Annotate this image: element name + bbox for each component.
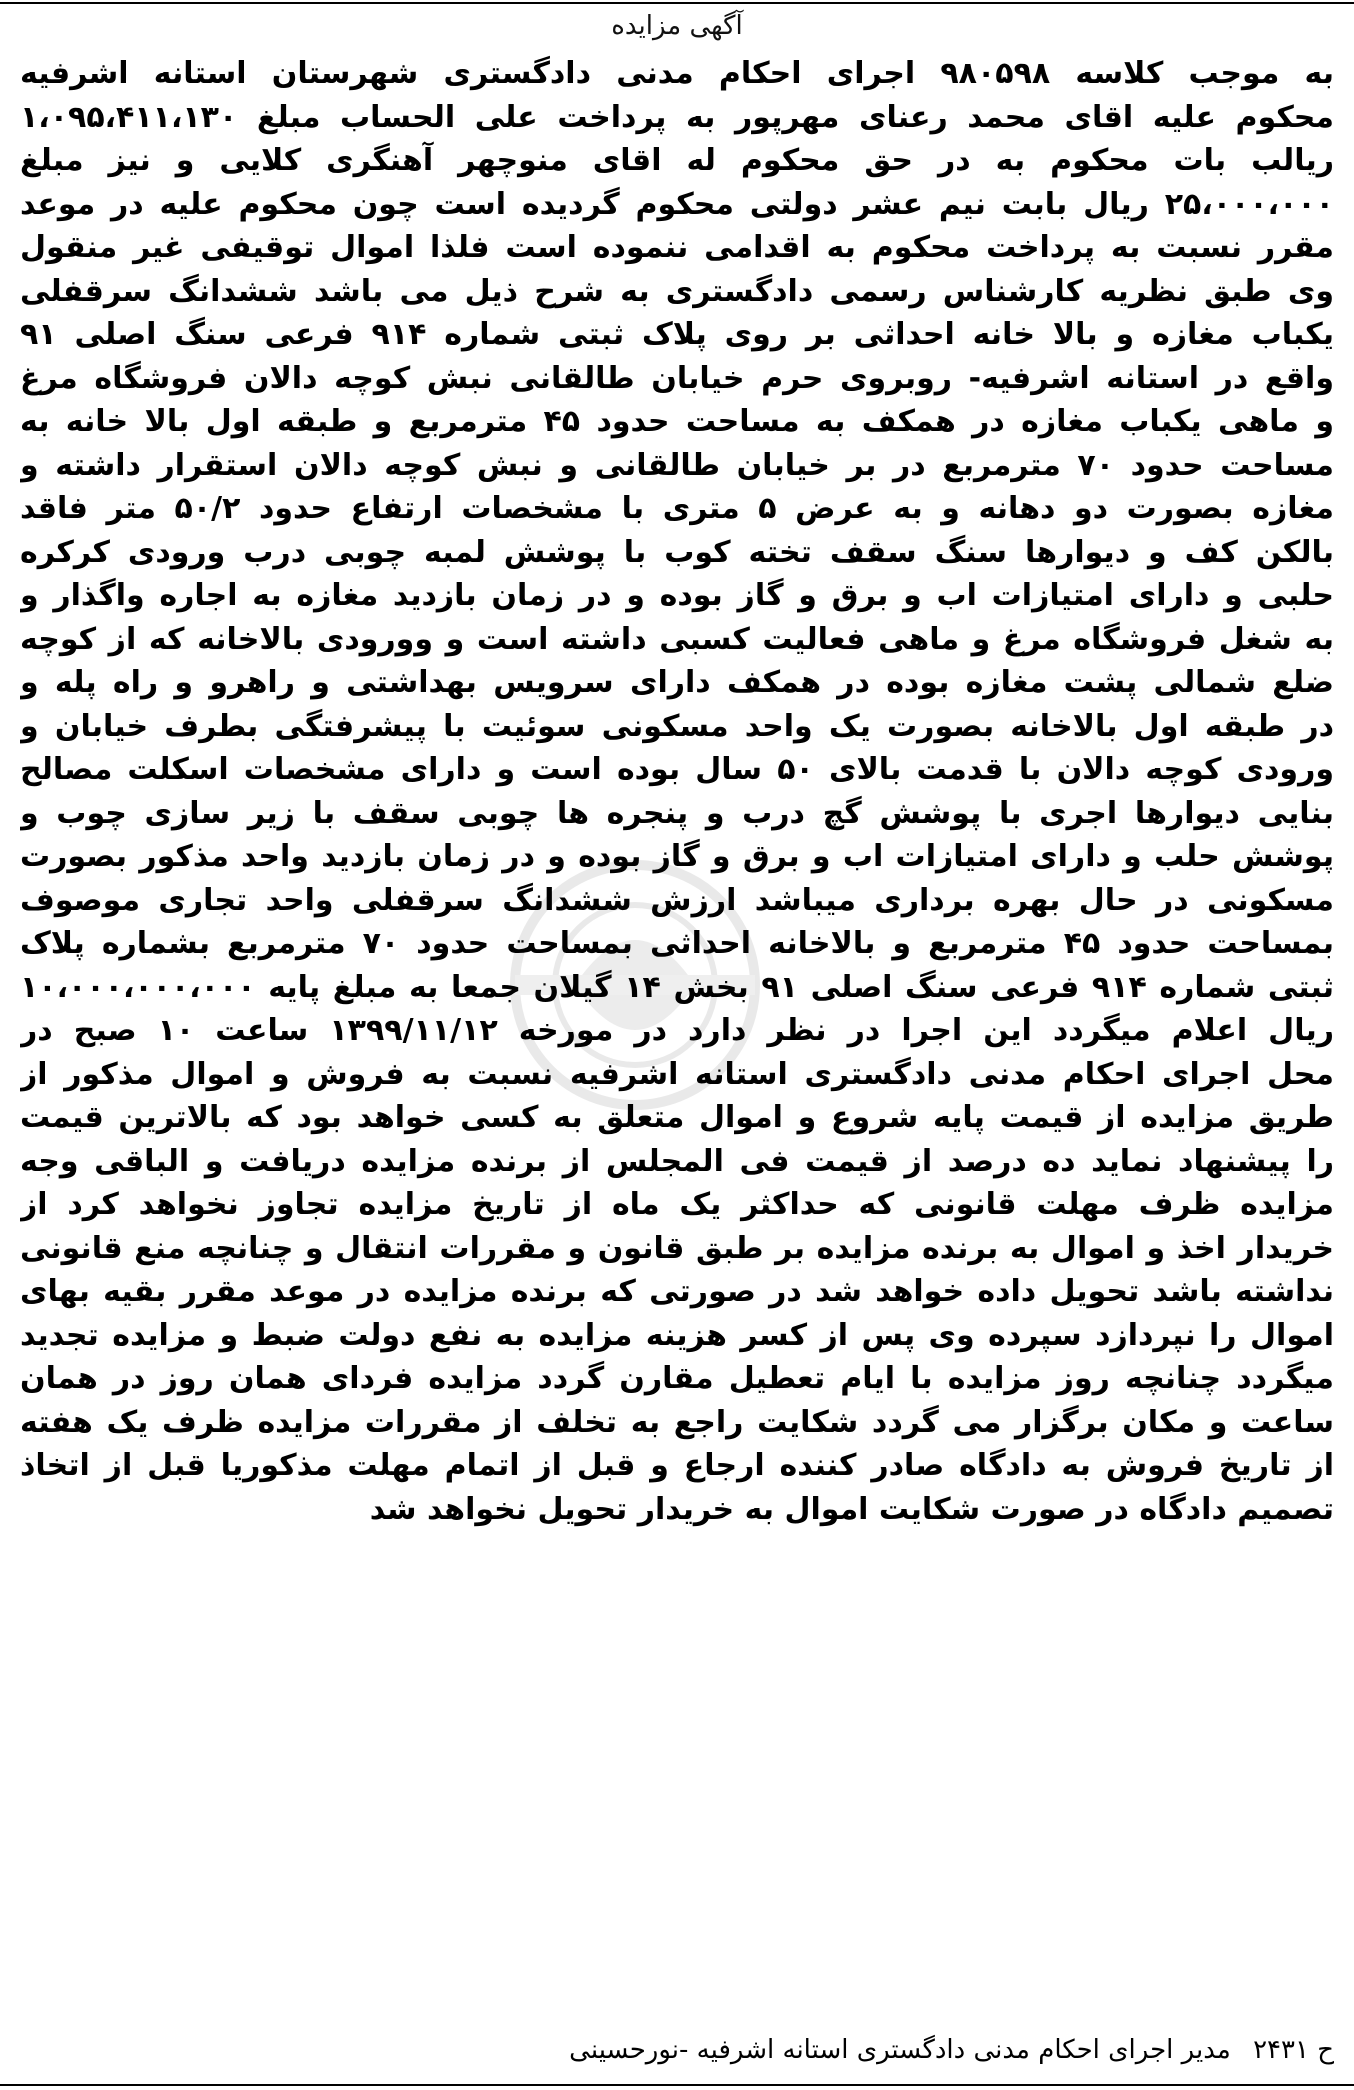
body-line: میگردد چنانچه روز مزایده با ایام تعطیل مقارن گردد مزایده فردای همان روز در همان — [20, 1361, 1334, 1396]
body-line: تصمیم دادگاه در صورت شکایت اموال به خریدار تحویل نخواهد شد — [369, 1491, 1334, 1527]
body-line: به شغل فروشگاه مرغ و ماهی فعالیت کسبی داشته است و وورودی بالاخانه که از کوچه — [20, 621, 1334, 657]
body-line: ریال اعلام میگردد این اجرا در نظر دارد در مورخه ۱۳۹۹/۱۱/۱۲ ساعت ۱۰ صبح در — [20, 1013, 1334, 1048]
body-line: مسکونی در حال بهره برداری میباشد ارزش ششدانگ سرقفلی واحد تجاری موصوف — [20, 882, 1334, 918]
body-line: پوشش حلب و دارای امتیازات اب و برق و گاز بوده و در زمان بازدید واحد مذکور بصورت — [20, 839, 1334, 874]
notice-body — [20, 52, 1334, 1531]
body-line: نداشته باشد تحویل داده خواهد شد در صورتی که برنده مزایده در موعد مقرر بقیه بهای — [20, 1274, 1334, 1309]
body-line: محکوم علیه اقای محمد رعنای مهرپور به پرداخت علی الحساب مبلغ ۱،۰۹۵،۴۱۱،۱۳۰ — [20, 99, 1334, 135]
body-line: به موجب کلاسه ۹۸۰۵۹۸ اجرای احکام مدنی دادگستری شهرستان استانه اشرفیه — [20, 56, 1334, 91]
body-line: طریق مزایده از قیمت پایه شروع و اموال متعلق به کسی خواهد بود که بالاترین قیمت — [20, 1100, 1334, 1135]
body-line: حلبی و دارای امتیازات اب و برق و گاز بوده و در زمان بازدید مغازه به اجاره واگذار و — [20, 578, 1334, 613]
body-line: اموال را نپردازد سپرده وی پس از کسر هزینه مزایده به نفع دولت ضبط و مزایده تجدید — [20, 1317, 1334, 1353]
signature-line: مدیر اجرای احکام مدنی دادگستری استانه اشرفیه -نورحسینی — [569, 2035, 1231, 2065]
body-line: مغازه بصورت دو دهانه و به عرض ۵ متری با مشخصات ارتفاع حدود ۵۰/۲ متر فاقد — [20, 491, 1334, 526]
body-line: مقرر نسبت به پرداخت محکوم به اقدامی ننموده است فلذا اموال توقیفی غیر منقول — [20, 230, 1334, 265]
body-line: ورودی کوچه دالان با قدمت بالای ۵۰ سال بوده است و دارای مشخصات اسکلت مصالح — [20, 752, 1334, 787]
body-line: بنایی دیوارها اجری با پوشش گچ درب و پنجره ها چوبی سقف با زیر سازی چوب و — [20, 795, 1334, 831]
body-line: ثبتی شماره ۹۱۴ فرعی سنگ اصلی ۹۱ بخش ۱۴ گیلان جمعا به مبلغ پایه ۱۰،۰۰۰،۰۰۰،۰۰۰ — [20, 969, 1334, 1005]
body-line: بالکن کف و دیوارها سنگ سقف تخته کوب با پوشش لمبه چوبی درب ورودی کرکره — [20, 534, 1334, 570]
body-line: ریالب بات محکوم به در حق محکوم له اقای منوچهر آهنگری کلایی و نیز مبلغ — [20, 143, 1334, 178]
body-line: از تاریخ فروش به دادگاه صادر کننده ارجاع و قبل از اتمام مهلت مذکوریا قبل از اتخاذ — [20, 1448, 1334, 1483]
body-line: واقع در استانه اشرفیه- روبروی حرم خیابان طالقانی نبش کوچه دالان فروشگاه مرغ — [20, 360, 1334, 396]
body-line: مساحت حدود ۷۰ مترمربع در بر خیابان طالقانی و نبش کوچه دالان استقرار داشته و — [20, 447, 1334, 483]
body-line: یکباب مغازه و بالا خانه احداثی بر روی پلاک ثبتی شماره ۹۱۴ فرعی سنگ اصلی ۹۱ — [20, 317, 1334, 352]
notice-code: ح ۲۴۳۱ — [1253, 2035, 1334, 2065]
body-line: بمساحت حدود ۴۵ مترمربع و بالاخانه احداثی بمساحت حدود ۷۰ مترمربع بشماره پلاک — [20, 926, 1334, 961]
body-line: وی طبق نظریه کارشناس رسمی دادگستری به شرح ذیل می باشد ششدانگ سرقفلی — [20, 273, 1334, 309]
body-line: مزایده ظرف مهلت قانونی که حداکثر یک ماه از تاریخ مزایده تجاوز نخواهد کرد از — [20, 1187, 1334, 1222]
body-line: ساعت و مکان برگزار می گردد شکایت راجع به تخلف از مقررات مزایده ظرف یک هفته — [20, 1404, 1334, 1440]
body-line: محل اجرای احکام مدنی دادگستری استانه اشرفیه نسبت به فروش و اموال مذکور از — [20, 1056, 1334, 1092]
bottom-divider — [0, 2084, 1354, 2086]
body-line: خریدار اخذ و اموال به برنده مزایده بر طبق قانون و مقررات انتقال و چنانچه منع قانونی — [20, 1230, 1334, 1266]
body-line: را پیشنهاد نماید ده درصد از قیمت فی المجلس از برنده مزایده دریافت و الباقی وجه — [20, 1143, 1334, 1179]
body-line: ۲۵،۰۰۰،۰۰۰ ریال بابت نیم عشر دولتی محکوم گردیده است چون محکوم علیه در موعد — [20, 186, 1334, 222]
notice-title: آگهی مزایده — [611, 11, 743, 41]
notice-footer — [20, 2030, 1334, 2070]
body-line: ضلع شمالی پشت مغازه بوده در همکف دارای سرویس بهداشتی و راهرو و راه پله و — [20, 665, 1334, 700]
body-line: و ماهی یکباب مغازه در همکف به مساحت حدود ۴۵ مترمربع و طبقه اول بالا خانه به — [20, 404, 1334, 439]
body-line: در طبقه اول بالاخانه بصورت یک واحد مسکونی سوئیت با پیشرفتگی بطرف خیابان و — [20, 708, 1334, 744]
